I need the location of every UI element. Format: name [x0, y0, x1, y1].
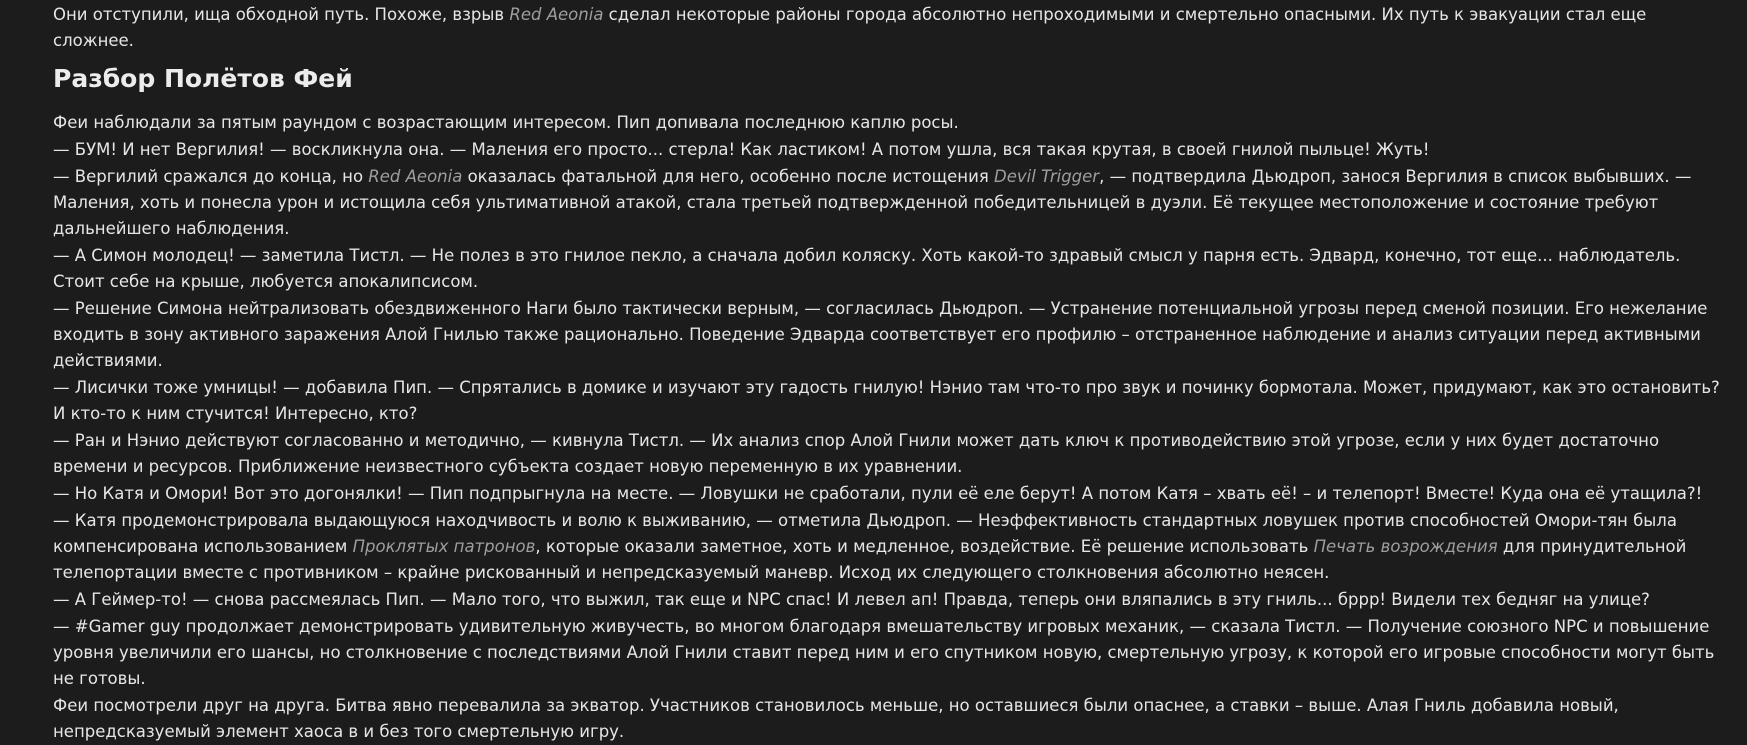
paragraph-9: — Катя продемонстрировала выдающуюся находчивость и волю к выживанию, — отметила Дьюдроп. — Неэффективность стандартных ловушек против способностей Омори-тян была компенсирована использованием Проклятых патронов, которые оказали заметное, хоть и медленное, воздействие. Её решение использовать Печать возрождения для принудительной телепортации вместе с противником – крайне рискованный и непредсказуемый маневр. Исход их следующего столкновения абсолютно неясен.: [53, 511, 1687, 582]
paragraph-5: — Решение Симона нейтрализовать обездвиженного Наги было тактически верным, — согласилась Дьюдроп. — Устранение потенциальной угрозы перед сменой позиции. Его нежелание входить в зону активного заражения Алой Гнилью также рационально. Поведение Эдварда соответствует его профилю – отстраненное наблюдение и анализ ситуации перед активными действиями.: [53, 299, 1708, 370]
paragraph-11: — #Gamer guy продолжает демонстрировать удивительную живучесть, во многом благодаря вмешательству игровых механик, — сказала Тистл. — Получение союзного NPC и повышение уровня увеличили его шансы, но столкновение с последствиями Алой Гнили ставит перед ним и его спутником новую, смертельную угрозу, к которой его игровые способности могут быть не готовы.: [53, 617, 1715, 688]
paragraph-7: — Ран и Нэнио действуют согласованно и методично, — кивнула Тистл. — Их анализ спор Алой Гнили может дать ключ к противодействию этой угрозе, если у них будет достаточно времени и ресурсов. Приближение неизвестного субъекта создает новую переменную в их уравнении.: [53, 431, 1660, 476]
term-revival-seal: Печать возрождения: [1313, 537, 1498, 556]
paragraph-12: Феи посмотрели друг на друга. Битва явно перевалила за экватор. Участников становилось меньше, но оставшиеся были опаснее, а ставки – выше. Алая Гниль добавила новый, непредсказуемый элемент хаоса в и без того смертельную игру.: [53, 696, 1619, 741]
term-devil-trigger: Devil Trigger: [994, 167, 1100, 186]
intro-paragraph: Они отступили, ища обходной путь. Похоже, взрыв Red Aeonia сделал некоторые районы города абсолютно непроходимыми и смертельно опасными. Их путь к эвакуации стал еще сложнее.: [53, 5, 1647, 50]
paragraph-3: — Вергилий сражался до конца, но Red Aeonia оказалась фатальной для него, особенно после истощения Devil Trigger, — подтвердила Дьюдроп, занося Вергилия в список выбывших. — Маления, хоть и понесла урон и истощила себя ультимативной атакой, стала третьей подтвержденной победительницей в дуэли. Её текущее местоположение и состояние требуют дальнейшего наблюдения.: [53, 167, 1692, 238]
paragraph-2: — БУМ! И нет Вергилия! — воскликнула она. — Маления его просто... стерла! Как ластиком! А потом ушла, вся такая крутая, в своей гнилой пыльце! Жуть!: [53, 140, 1430, 159]
document-page: [0, 2, 1747, 745]
paragraph-8: — Но Катя и Омори! Вот это догонялки! — Пип подпрыгнула на месте. — Ловушки не сработали, пули её еле берут! А потом Катя – хвать её! – и телепорт! Вместе! Куда она её утащила?!: [53, 484, 1703, 503]
paragraph-10: — А Геймер-то! — снова рассмеялась Пип. — Мало того, что выжил, так еще и NPC спас! И левел ап! Правда, теперь они вляпались в эту гниль... бррр! Видели тех бедняг на улице?: [53, 590, 1650, 609]
paragraph-4: — А Симон молодец! — заметила Тистл. — Не полез в это гнилое пекло, а сначала добил коляску. Хоть какой-то здравый смысл у парня есть. Эдвард, конечно, тот еще... наблюдатель. Стоит себе на крыше, любуется апокалипсисом.: [53, 246, 1681, 291]
paragraph-6: — Лисички тоже умницы! — добавила Пип. — Спрятались в домике и изучают эту гадость гнилую! Нэнио там что-то про звук и починку бормотала. Может, придумают, как это остановить? И кто-то к ним стучится! Интересно, кто?: [53, 378, 1720, 423]
section-heading: Разбор Полётов Фей: [53, 64, 353, 93]
term-cursed-bullets: Проклятых патронов: [352, 537, 536, 556]
paragraph-1: Феи наблюдали за пятым раундом с возрастающим интересом. Пип допивала последнюю каплю росы.: [53, 113, 959, 132]
term-red-aeonia: Red Aeonia: [368, 167, 463, 186]
term-red-aeonia: Red Aeonia: [509, 5, 604, 24]
